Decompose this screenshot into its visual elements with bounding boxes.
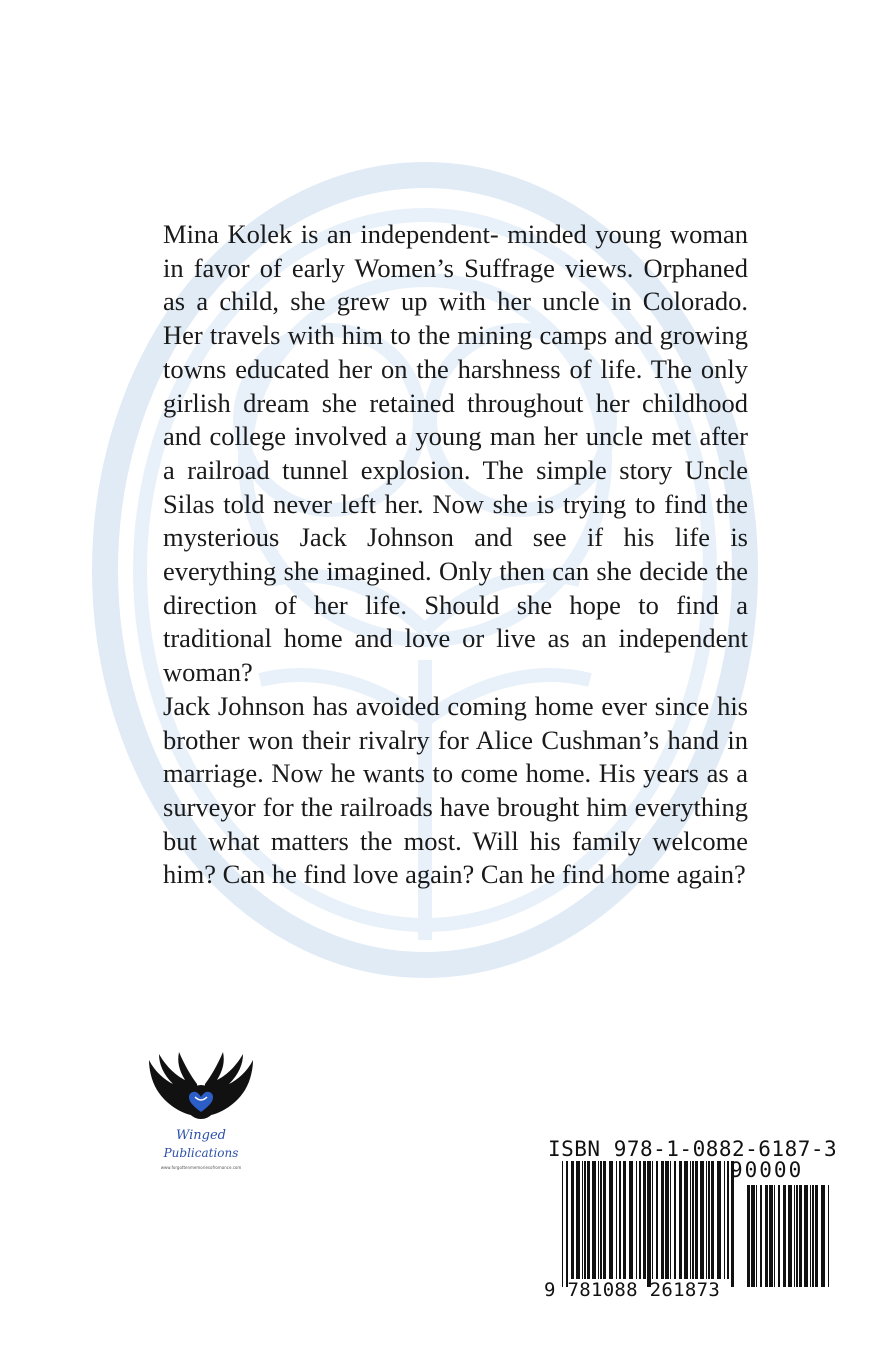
barcode-bar [727,1161,729,1279]
barcode-bar [804,1185,808,1287]
barcode-bar [769,1185,773,1287]
blurb-paragraph-1: Mina Kolek is an independent- minded young woman in favor of early Women’s Suffrage views. Orphaned as a child, she grew up with her uncle in Colorado. Her travels with him to the mining camps and growing towns educated her on the harshness of life. The only girlish dream she retained throughout her childhood and college involved a young man her uncle met after a railroad tunnel explosion. The simple story Uncle Silas told never left her. Now she is trying to find the mysterious Jack Johnson and see if his life is everything she imagined. Only then can she decide the direction of her life. Should she hope to find a traditional home and love or live as an independent woman? [163,219,748,688]
barcode-bar [616,1161,617,1279]
barcode-bar [629,1161,633,1279]
isbn-barcode [540,1135,840,1310]
barcode-bar [647,1161,651,1287]
barcode-bar [700,1161,704,1279]
back-cover-blurb [163,218,748,892]
barcode-bar [794,1185,795,1287]
publisher-name-line2: Publications [163,1146,239,1160]
barcode-bar [774,1185,775,1287]
barcode-bar [582,1161,583,1279]
barcode-bar [571,1161,574,1279]
barcode-bar [609,1161,613,1279]
winged-heart-icon [145,1050,257,1128]
barcode-bar [747,1185,750,1287]
barcode-main-digits: 9 781088 261873 [544,1279,721,1301]
barcode-bar [665,1161,669,1279]
barcode-bar [598,1161,599,1279]
barcode-bar [679,1161,682,1279]
barcode-bar [706,1161,707,1279]
publisher-name-line1: Winged [175,1128,226,1143]
barcode-bar [639,1161,641,1279]
barcode-bar [587,1161,590,1279]
barcode-bar [821,1185,825,1287]
barcode-bar [812,1185,814,1287]
barcode-bar [828,1185,829,1287]
barcode-bar [724,1161,725,1279]
barcode-bar [799,1185,802,1287]
barcode-bar [815,1185,818,1287]
barcode-bar [674,1161,676,1279]
barcode-bar [788,1185,792,1287]
barcode-bar [778,1185,780,1287]
barcode-bar [656,1161,658,1279]
barcode-bar [756,1185,757,1287]
barcode-bar [783,1185,786,1287]
barcode-bar [692,1161,694,1279]
barcode-bar [765,1185,768,1287]
publisher-logo [145,1050,257,1175]
isbn-label: ISBN 978-1-0882-6187-3 [548,1137,838,1161]
barcode-bar [592,1161,596,1279]
barcode-bar [603,1161,606,1279]
barcode-bar [661,1161,664,1279]
barcode-bar [619,1161,621,1279]
barcode-bar [636,1161,637,1279]
barcode-addon-price: 90000 [730,1158,804,1182]
barcode-bar [684,1161,688,1279]
publisher-url: www.forgottenmemoriesofromance.com [160,1165,242,1170]
barcode-bar [566,1161,568,1287]
barcode-bar [717,1161,721,1279]
barcode-bar [751,1185,755,1287]
barcode-bar [652,1161,653,1279]
barcode-bar [711,1161,714,1279]
barcode-bar [796,1185,798,1287]
barcode-bar [670,1161,671,1279]
barcode-bar [695,1161,698,1279]
barcode-bar [600,1161,602,1279]
barcode-bar [562,1161,563,1287]
blurb-paragraph-2: Jack Johnson has avoided coming home ever since his brother won their rivalry for Alice Cushman’s hand in marriage. Now he wants to come home. His years as a surveyor for the railroads have brought him everything but what matters the most. Will his family welcome him? Can he find love again? Can he find home again? [163,690,748,890]
barcode-bar [810,1185,811,1287]
barcode-bar [643,1161,646,1279]
barcode-bar [576,1161,580,1279]
barcode-bar [623,1161,626,1279]
barcode-bar [690,1161,691,1279]
barcode-bar [760,1185,762,1287]
barcode-bar [584,1161,586,1279]
barcode-bar [708,1161,710,1279]
